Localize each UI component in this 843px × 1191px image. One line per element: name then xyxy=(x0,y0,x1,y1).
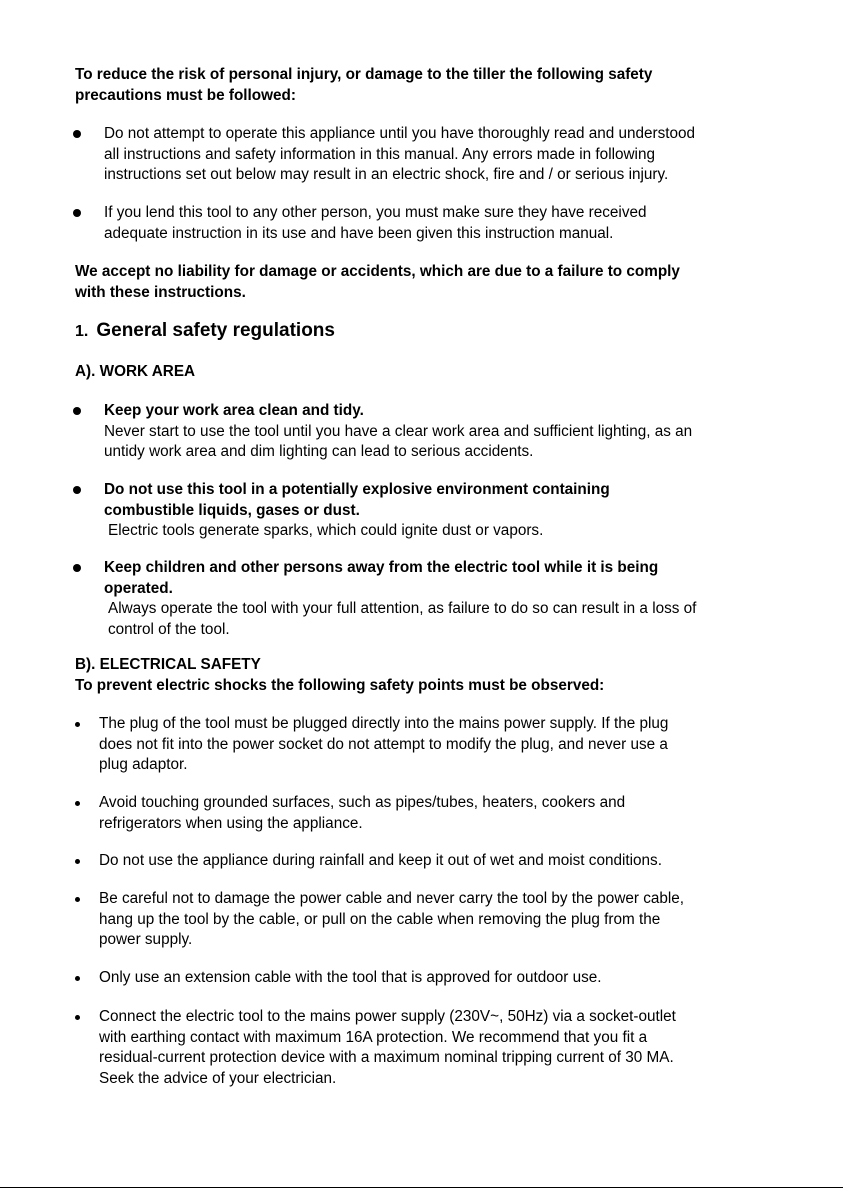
section-title: General safety regulations xyxy=(96,320,335,341)
bullet-icon xyxy=(73,209,81,217)
section-heading xyxy=(75,320,335,342)
list-item-line: control of the tool. xyxy=(108,620,230,638)
page-edge-divider xyxy=(0,1187,843,1188)
list-item-line: Only use an extension cable with the tool that is approved for outdoor use. xyxy=(99,969,602,986)
intro-line: precautions must be followed: xyxy=(75,86,296,104)
electrical-safety-section xyxy=(75,655,775,696)
bullet-icon xyxy=(73,486,81,494)
bullet-icon xyxy=(75,897,80,902)
bullet-icon xyxy=(73,130,81,138)
list-item-line: all instructions and safety information in this manual. Any errors made in following xyxy=(104,145,655,163)
list-item-line: refrigerators when using the appliance. xyxy=(99,814,363,832)
list-item-line: adequate instruction in its use and have been given this instruction manual. xyxy=(104,224,614,242)
list-item-line: Always operate the tool with your full attention, as failure to do so can result in a loss of xyxy=(108,600,697,618)
list-item-heading: Do not use this tool in a potentially explosive environment containing xyxy=(104,481,610,498)
electrical-heading: B). ELECTRICAL SAFETY xyxy=(75,656,261,673)
list-item-line: If you lend this tool to any other person, you must make sure they have received xyxy=(104,204,647,221)
list-item-line: Do not attempt to operate this appliance until you have thoroughly read and understood xyxy=(104,125,696,142)
bullet-icon xyxy=(75,859,80,864)
list-item-heading: Keep children and other persons away from the electric tool while it is being xyxy=(104,559,659,576)
list-item-line: Never start to use the tool until you have a clear work area and sufficient lighting, as an xyxy=(104,422,693,440)
intro-paragraph xyxy=(75,65,775,106)
bullet-icon xyxy=(73,564,81,572)
bullet-icon xyxy=(75,1015,80,1020)
list-item-heading: Keep your work area clean and tidy. xyxy=(104,402,364,419)
list-item-line: residual-current protection device with a maximum nominal tripping current of 30 MA. xyxy=(99,1049,674,1067)
list-item-line: plug adaptor. xyxy=(99,756,188,774)
electrical-subheading: To prevent electric shocks the following safety points must be observed: xyxy=(75,676,605,694)
bullet-icon xyxy=(75,801,80,806)
list-item-line: hang up the tool by the cable, or pull on the cable when removing the plug from the xyxy=(99,910,661,928)
bullet-icon xyxy=(75,976,80,981)
list-item-line: power supply. xyxy=(99,931,193,949)
list-item-line: with earthing contact with maximum 16A protection. We recommend that you fit a xyxy=(99,1028,648,1046)
section-number: 1. xyxy=(75,323,89,340)
liability-notice xyxy=(75,262,775,303)
list-item-line: Be careful not to damage the power cable and never carry the tool by the power cable, xyxy=(99,890,685,907)
list-item-line: instructions set out below may result in an electric shock, fire and / or serious injury. xyxy=(104,166,669,184)
liability-line: with these instructions. xyxy=(75,283,246,301)
bullet-icon xyxy=(73,407,81,415)
liability-line: We accept no liability for damage or accidents, which are due to a failure to comply xyxy=(75,263,680,280)
list-item-line: Electric tools generate sparks, which could ignite dust or vapors. xyxy=(108,522,544,540)
list-item-line: The plug of the tool must be plugged directly into the mains power supply. If the plug xyxy=(99,715,669,732)
intro-line: To reduce the risk of personal injury, or damage to the tiller the following safety xyxy=(75,66,653,83)
list-item-line: Do not use the appliance during rainfall and keep it out of wet and moist conditions. xyxy=(99,852,662,869)
list-item-line: untidy work area and dim lighting can lead to serious accidents. xyxy=(104,443,534,461)
list-item-line: Connect the electric tool to the mains power supply (230V~, 50Hz) via a socket-outlet xyxy=(99,1008,676,1025)
list-item-line: Seek the advice of your electrician. xyxy=(99,1069,337,1087)
work-area-heading: A). WORK AREA xyxy=(75,363,196,380)
list-item-heading: operated. xyxy=(104,579,173,597)
list-item-line: does not fit into the power socket do not attempt to modify the plug, and never use a xyxy=(99,735,668,753)
list-item-heading: combustible liquids, gases or dust. xyxy=(104,501,360,519)
list-item-line: Avoid touching grounded surfaces, such as pipes/tubes, heaters, cookers and xyxy=(99,794,626,811)
bullet-icon xyxy=(75,722,80,727)
